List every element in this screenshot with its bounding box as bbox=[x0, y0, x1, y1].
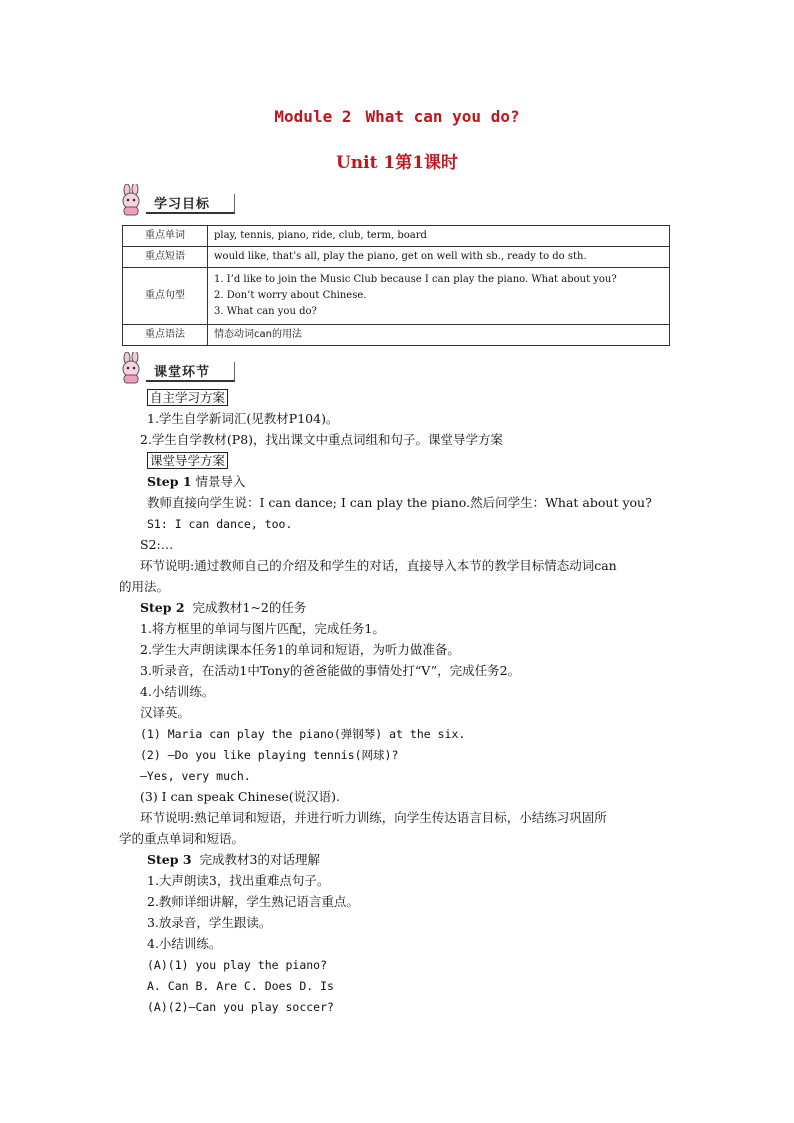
text-line: 1.学生自学新词汇(见教材P104)。 bbox=[147, 411, 339, 426]
text-line: S1: I can dance, too. bbox=[147, 517, 293, 531]
table-row bbox=[123, 226, 670, 247]
learning-goals-table bbox=[122, 225, 670, 346]
text-line: 1.将方框里的单词与图片匹配，完成任务1。 bbox=[140, 621, 385, 636]
text-line: (A)(1) you play the piano? bbox=[147, 958, 328, 972]
row-key: 重点单词 bbox=[123, 226, 208, 247]
row-value: play, tennis, piano, ride, club, term, board bbox=[208, 226, 670, 247]
row-value: 情态动词can的用法 bbox=[208, 325, 670, 346]
text-line: (2) —Do you like playing tennis(网球)? bbox=[140, 748, 399, 762]
classroom-label: 课堂环节 bbox=[154, 365, 211, 380]
text-line: 3.听录音，在活动1中Tony的爸爸能做的事情处打“V”，完成任务2。 bbox=[140, 663, 521, 678]
text-line: 1.大声朗读3，找出重难点句子。 bbox=[147, 873, 330, 888]
text-line: 环节说明:通过教师自己的介绍及和学生的对话，直接导入本节的教学目标情态动词can bbox=[140, 558, 617, 573]
module-title-number: Module 2 bbox=[274, 107, 352, 126]
classroom-section-header bbox=[116, 352, 242, 384]
text-line: 教师直接向学生说：I can dance; I can play the piano.然后问学生：What about you? bbox=[147, 495, 652, 510]
row-value: would like, that’s all, play the piano, get on well with sb., ready to do sth. bbox=[208, 247, 670, 268]
text-line: —Yes, very much. bbox=[140, 769, 251, 783]
text-line: 2.学生大声朗读课本任务1的单词和短语，为听力做准备。 bbox=[140, 642, 460, 657]
text-line: 2.教师详细讲解，学生熟记语言重点。 bbox=[147, 894, 359, 909]
text-line: 汉译英。 bbox=[140, 705, 191, 720]
table-row bbox=[123, 247, 670, 268]
guide-box: 课堂导学方案 bbox=[147, 452, 228, 469]
text-line: 环节说明:熟记单词和短语，并进行听力训练，向学生传达语言目标，小结练习巩固所 bbox=[140, 810, 607, 825]
text-line: 4.小结训练。 bbox=[140, 684, 215, 699]
text-line: (A)(2)—Can you play soccer? bbox=[147, 1000, 334, 1014]
row-key: 重点句型 bbox=[123, 268, 208, 325]
row-value: 1. I’d like to join the Music Club because I can play the piano. What about you? 2. Don’t worry about Chinese. 3. What can you do? bbox=[208, 268, 670, 325]
self-study-box: 自主学习方案 bbox=[147, 389, 228, 406]
step-title: 完成教材3的对话理解 bbox=[199, 852, 320, 867]
rabbit-mascot-icon bbox=[116, 352, 148, 384]
text-line: (3) I can speak Chinese(说汉语). bbox=[140, 789, 340, 804]
text-line: 的用法。 bbox=[119, 579, 170, 594]
row-key: 重点短语 bbox=[123, 247, 208, 268]
step-title: 情景导入 bbox=[195, 474, 246, 489]
unit-title: Unit 1第1课时 bbox=[335, 153, 459, 173]
module-title bbox=[0, 107, 794, 126]
text-line: S2:… bbox=[140, 537, 174, 552]
step-label: Step 3 bbox=[147, 852, 192, 867]
text-line: 4.小结训练。 bbox=[147, 936, 222, 951]
table-row bbox=[123, 325, 670, 346]
text-line: 2.学生自学教材(P8)，找出课文中重点词组和句子。课堂导学方案 bbox=[140, 432, 504, 447]
objectives-section-header bbox=[116, 184, 242, 216]
row-key: 重点语法 bbox=[123, 325, 208, 346]
text-line: 学的重点单词和短语。 bbox=[119, 831, 245, 846]
table-row bbox=[123, 268, 670, 325]
module-title-question: What can you do? bbox=[365, 107, 520, 126]
text-line: 3.放录音，学生跟读。 bbox=[147, 915, 272, 930]
objectives-label: 学习目标 bbox=[154, 197, 211, 212]
text-line: A. Can B. Are C. Does D. Is bbox=[147, 979, 334, 993]
rabbit-mascot-icon bbox=[116, 184, 148, 216]
step-label: Step 2 bbox=[140, 600, 185, 615]
step-title: 完成教材1~2的任务 bbox=[192, 600, 307, 615]
text-line: (1) Maria can play the piano(弹钢琴) at the six. bbox=[140, 727, 466, 741]
step-label: Step 1 bbox=[147, 474, 192, 489]
